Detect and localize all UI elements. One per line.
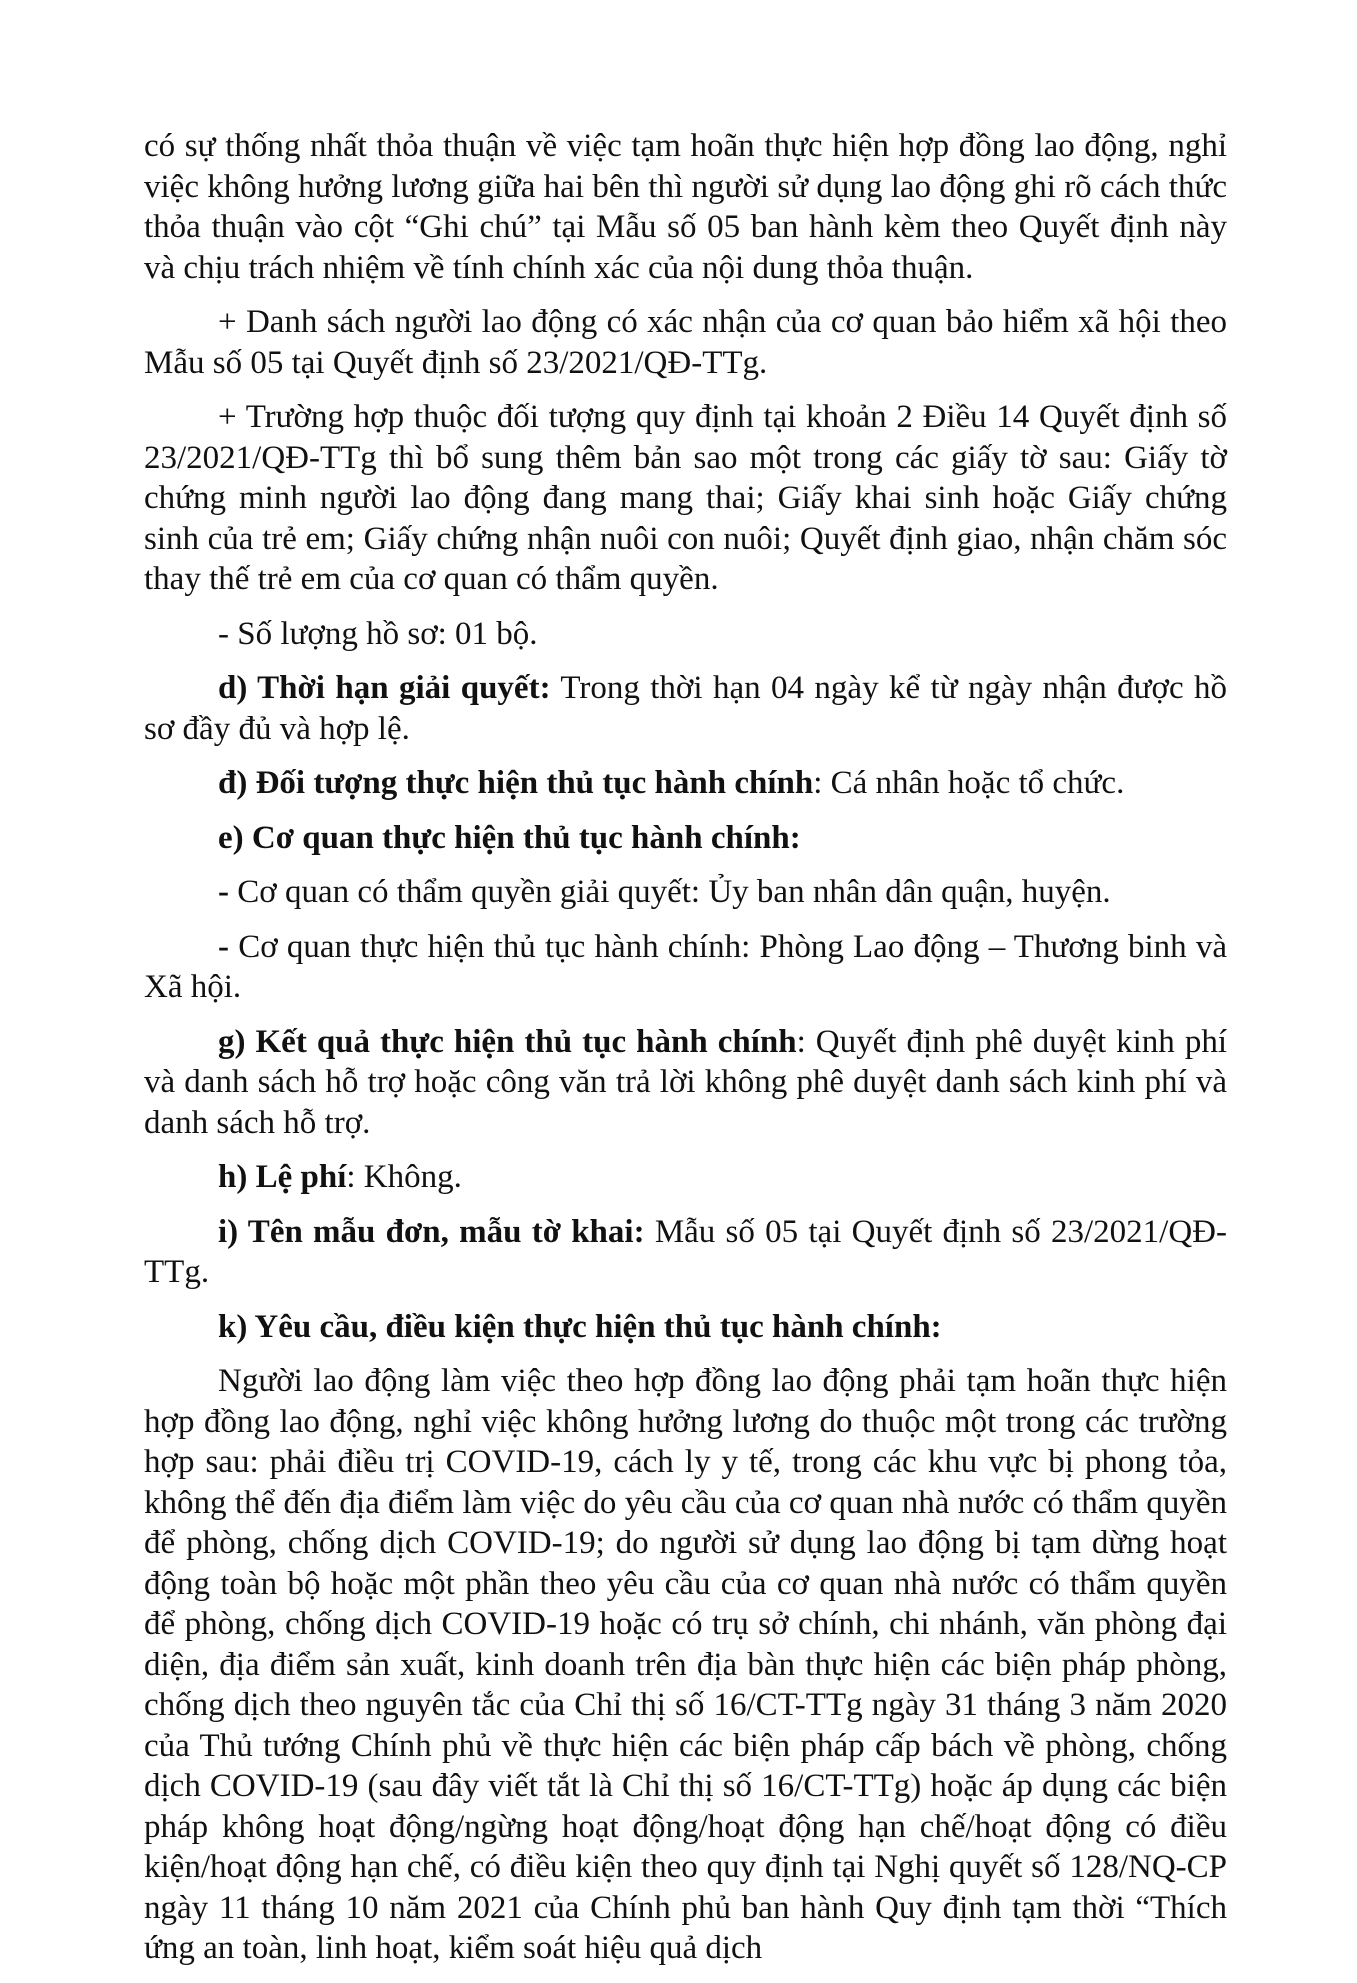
paragraph-fee (144, 1157, 1227, 1198)
heading-implementing-agency: e) Cơ quan thực hiện thủ tục hành chính: (218, 819, 801, 856)
paragraph-worker-list: + Danh sách người lao động có xác nhận của cơ quan bảo hiểm xã hội theo Mẫu số 05 tại Quyết định số 23/2021/QĐ-TTg. (144, 304, 1227, 381)
result-text: : Quyết định phê duyệt kinh phí và danh sách hỗ trợ hoặc công văn trả lời không phê duyệt danh sách kinh phí và danh sách hỗ trợ. (144, 1023, 1227, 1141)
dash-bullet: - (218, 874, 229, 910)
paragraph-form-name (144, 1212, 1227, 1293)
paragraph-agreement-note: có sự thống nhất thỏa thuận về việc tạm hoãn thực hiện hợp đồng lao động, nghỉ việc không hưởng lương giữa hai bên thì người sử dụng lao động ghi rõ cách thức thỏa thuận vào cột “Ghi chú” tại Mẫu số 05 ban hành kèm theo Quyết định này và chịu trách nhiệm về tính chính xác của nội dung thỏa thuận. (144, 128, 1227, 286)
processing-time-text: Trong thời hạn 04 ngày kể từ ngày nhận được hồ sơ đầy đủ và hợp lệ. (144, 670, 1227, 747)
executing-agency-text: Cơ quan thực hiện thủ tục hành chính: Phòng Lao động – Thương binh và Xã hội. (144, 928, 1227, 1005)
heading-result: g) Kết quả thực hiện thủ tục hành chính (218, 1023, 797, 1060)
heading-fee: h) Lệ phí (218, 1159, 347, 1195)
paragraph-implementing-agency (144, 818, 1227, 859)
form-name-text: Mẫu số 05 tại Quyết định số 23/2021/QĐ-TTg. (144, 1213, 1227, 1290)
heading-form-name: i) Tên mẫu đơn, mẫu tờ khai: (218, 1213, 645, 1250)
paragraph-processing-time (144, 668, 1227, 749)
heading-requirements: k) Yêu cầu, điều kiện thực hiện thủ tục hành chính: (218, 1308, 942, 1345)
dash-bullet: - (218, 928, 229, 965)
paragraph-result (144, 1022, 1227, 1144)
paragraph-requirements-body: Người lao động làm việc theo hợp đồng lao động phải tạm hoãn thực hiện hợp đồng lao động, nghỉ việc không hưởng lương do thuộc một trong các trường hợp sau: phải điều trị COVID-19, cách ly y tế, trong các khu vực bị phong tỏa, không thể đến địa điểm làm việc do yêu cầu của cơ quan nhà nước có thẩm quyền để phòng, chống dịch COVID-19; do người sử dụng lao động bị tạm dừng hoạt động toàn bộ hoặc một phần theo yêu cầu của cơ quan nhà nước có thẩm quyền để phòng, chống dịch COVID-19 hoặc có trụ sở chính, chi nhánh, văn phòng đại diện, địa điểm sản xuất, kinh doanh trên địa bàn thực hiện các biện pháp phòng, chống dịch theo nguyên tắc của Chỉ thị số 16/CT-TTg ngày 31 tháng 3 năm 2020 của Thủ tướng Chính phủ về thực hiện các biện pháp cấp bách về phòng, chống dịch COVID-19 (sau đây viết tắt là Chỉ thị số 16/CT-TTg) hoặc áp dụng các biện pháp không hoạt động/ngừng hoạt động/hoạt động hạn chế/hoạt động có điều kiện/hoạt động hạn chế, có điều kiện theo quy định tại Nghị quyết số 128/NQ-CP ngày 11 tháng 10 năm 2021 của Chính phủ ban hành Quy định tạm thời “Thích ứng an toàn, linh hoạt, kiểm soát hiệu quả dịch (144, 1363, 1227, 1966)
paragraph-dossier-quantity: - Số lượng hồ sơ: 01 bộ. (218, 615, 538, 652)
heading-processing-time: d) Thời hạn giải quyết: (218, 670, 551, 706)
paragraph-competent-agency (144, 872, 1227, 913)
paragraph-executing-agency (144, 927, 1227, 1008)
paragraph-additional-documents: + Trường hợp thuộc đối tượng quy định tại khoản 2 Điều 14 Quyết định số 23/2021/QĐ-TTg thì bổ sung thêm bản sao một trong các giấy tờ sau: Giấy tờ chứng minh người lao động đang mang thai; Giấy khai sinh hoặc Giấy chứng sinh của trẻ em; Giấy chứng nhận nuôi con nuôi; Quyết định giao, nhận chăm sóc thay thế trẻ em của cơ quan có thẩm quyền. (144, 399, 1227, 597)
paragraph-requirements-heading (144, 1307, 1227, 1348)
heading-applicant-subjects: đ) Đối tượng thực hiện thủ tục hành chính (218, 765, 814, 801)
applicant-subjects-text: : Cá nhân hoặc tổ chức. (813, 765, 1125, 801)
document-body (144, 126, 1227, 1983)
fee-text: : Không. (346, 1159, 462, 1195)
paragraph-applicant-subjects (144, 763, 1227, 804)
competent-agency-text: Cơ quan có thẩm quyền giải quyết: Ủy ban nhân dân quận, huyện. (229, 874, 1111, 910)
